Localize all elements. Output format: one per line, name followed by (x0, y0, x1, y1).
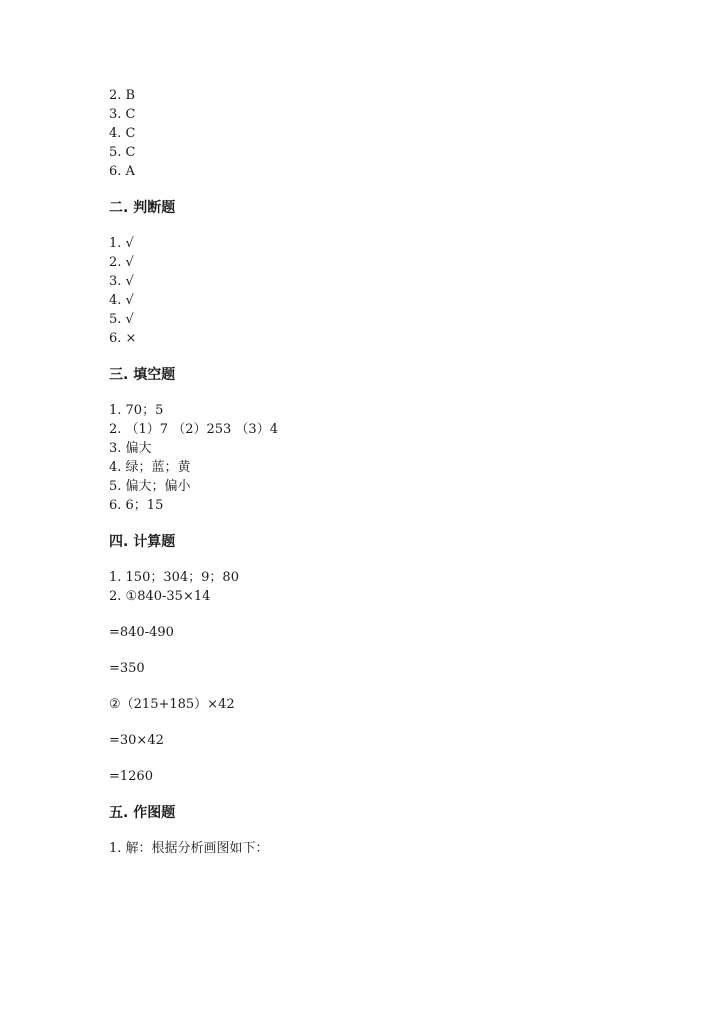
answer-line: 6. 6；15 (109, 498, 164, 513)
fill-blank-answers (109, 401, 629, 515)
answer-line: 3. C (109, 107, 136, 122)
judgement-answers (109, 234, 629, 348)
section-heading-calculation: 四. 计算题 (109, 534, 176, 550)
answer-line: 1. √ (109, 236, 134, 251)
answer-line: 5. √ (109, 312, 134, 327)
drawing-answers (109, 839, 629, 858)
answer-line: 3. √ (109, 274, 134, 289)
section-heading-judgement: 二. 判断题 (109, 200, 176, 216)
answer-line: 3. 偏大 (109, 441, 152, 456)
answer-line: 6. A (109, 164, 135, 179)
calc-step: =350 (109, 661, 145, 676)
answer-line: 2. （1）7 （2）253 （3）4 (109, 422, 278, 437)
answer-line: 4. √ (109, 293, 134, 308)
answer-line: ②（215+185）×42 (109, 697, 235, 712)
answer-line: 6. × (109, 331, 137, 346)
choice-answers (109, 86, 629, 181)
answer-line: 2. √ (109, 255, 134, 270)
section-heading-fill-blank: 三. 填空题 (109, 367, 176, 383)
answer-line: 4. 绿；蓝；黄 (109, 460, 191, 475)
answer-page (109, 86, 629, 858)
answer-line: 2. B (109, 88, 136, 103)
calc-step: =840-490 (109, 625, 174, 640)
calc-step: =30×42 (109, 733, 164, 748)
calc-step: =1260 (109, 769, 153, 784)
answer-line: 5. 偏大；偏小 (109, 479, 191, 494)
answer-line: 2. ①840-35×14 (109, 589, 211, 604)
calculation-answers (109, 568, 629, 786)
answer-line: 5. C (109, 145, 136, 160)
answer-line: 1. 150；304；9；80 (109, 570, 239, 585)
answer-line: 1. 70；5 (109, 403, 164, 418)
answer-line: 1. 解：根据分析画图如下： (109, 841, 269, 856)
answer-line: 4. C (109, 126, 136, 141)
section-heading-drawing: 五. 作图题 (109, 805, 176, 821)
